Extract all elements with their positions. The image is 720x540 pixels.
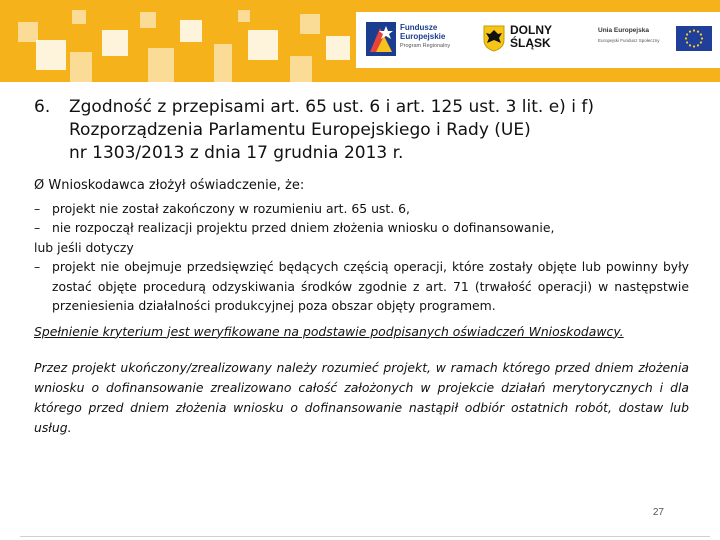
arrow-bullet-icon: Ø xyxy=(34,178,45,193)
fe-logo-line1: Fundusze xyxy=(400,23,438,32)
decor-square xyxy=(214,44,232,82)
dash-bullet-icon: – xyxy=(34,259,41,274)
fe-logo-line3: Program Regionalny xyxy=(400,43,451,49)
decor-square xyxy=(290,56,312,82)
dash-bullet-icon: – xyxy=(34,200,41,216)
dash-item xyxy=(34,218,689,238)
dash-item xyxy=(34,199,689,219)
eu-logo-line2: Europejski Fundusz Społeczny xyxy=(598,38,660,43)
dash-item-text-3: projekt nie obejmuje przedsięwzięć będących częścią operacji, które zostały objęte lub powinny były zostać objęte procedurą odzyskiwania środków zgodnie z art. 71 (trwałość operacji) w następstwie przeniesienia działalności produkcyjnej poza obszar objęty programem. xyxy=(52,259,689,313)
page-number: 27 xyxy=(652,507,664,518)
fundusze-europejskie-logo xyxy=(364,12,456,68)
dolny-slask-line1: DOLNY xyxy=(510,23,552,37)
heading-number: 6. xyxy=(34,97,51,117)
criterion-paragraph xyxy=(34,322,689,342)
decor-square xyxy=(72,10,86,24)
decor-square xyxy=(238,10,250,22)
eu-logo xyxy=(592,12,716,68)
continuation-text: lub jeśli dotyczy xyxy=(34,239,134,255)
decor-square xyxy=(300,14,320,34)
dash-item-long xyxy=(34,257,689,316)
eu-logo-line1: Unia Europejska xyxy=(598,27,649,34)
decor-square xyxy=(36,40,66,70)
footer-divider xyxy=(20,536,710,537)
decor-square xyxy=(180,20,202,42)
fe-star-icon xyxy=(366,22,396,56)
dash-item-text-2: nie rozpoczął realizacji projektu przed dniem złożenia wniosku o dofinansowanie, xyxy=(52,220,555,235)
definition-paragraph: Przez projekt ukończony/zrealizowany należy rozumieć projekt, w ramach którego przed dniem złożenia wniosku o dofinansowanie zrealizowano całość założonych w projekcie działań merytorycznych i dla którego przed dniem złożenia wniosku o dofinansowanie nastąpił odbiór ostatnich robót, dostaw lub usług. xyxy=(34,360,689,435)
decor-square xyxy=(18,22,38,42)
eu-flag-icon xyxy=(676,26,712,51)
dash-bullet-icon: – xyxy=(34,220,41,235)
decor-square xyxy=(248,30,278,60)
slide-body xyxy=(34,176,689,438)
logo-panel xyxy=(356,12,720,68)
dolny-slask-line2: ŚLĄSK xyxy=(510,36,551,50)
criterion-text: Spełnienie kryterium jest weryfikowane na podstawie podpisanych oświadczeń Wnioskodawcy. xyxy=(34,323,624,339)
arrow-bullet-item xyxy=(34,176,689,196)
decor-square xyxy=(148,48,174,82)
slide-heading xyxy=(34,96,694,165)
eagle-crest-icon xyxy=(482,24,506,52)
dolny-slask-logo xyxy=(480,12,560,68)
decor-square xyxy=(102,30,128,56)
heading-line-1: Zgodność z przepisami art. 65 ust. 6 i art. 125 ust. 3 lit. e) i f) xyxy=(69,97,594,117)
heading-line-3: nr 1303/2013 z dnia 17 grudnia 2013 r. xyxy=(69,143,404,163)
decor-square xyxy=(326,36,350,60)
arrow-bullet-text: Wnioskodawca złożył oświadczenie, że: xyxy=(48,178,305,193)
dash-item-text-1: projekt nie został zakończony w rozumieniu art. 65 ust. 6, xyxy=(52,200,410,216)
fe-logo-line2: Europejskie xyxy=(400,32,446,41)
decor-square xyxy=(140,12,156,28)
heading-line-2: Rozporządzenia Parlamentu Europejskiego i Rady (UE) xyxy=(69,120,531,140)
decor-square xyxy=(70,52,92,82)
